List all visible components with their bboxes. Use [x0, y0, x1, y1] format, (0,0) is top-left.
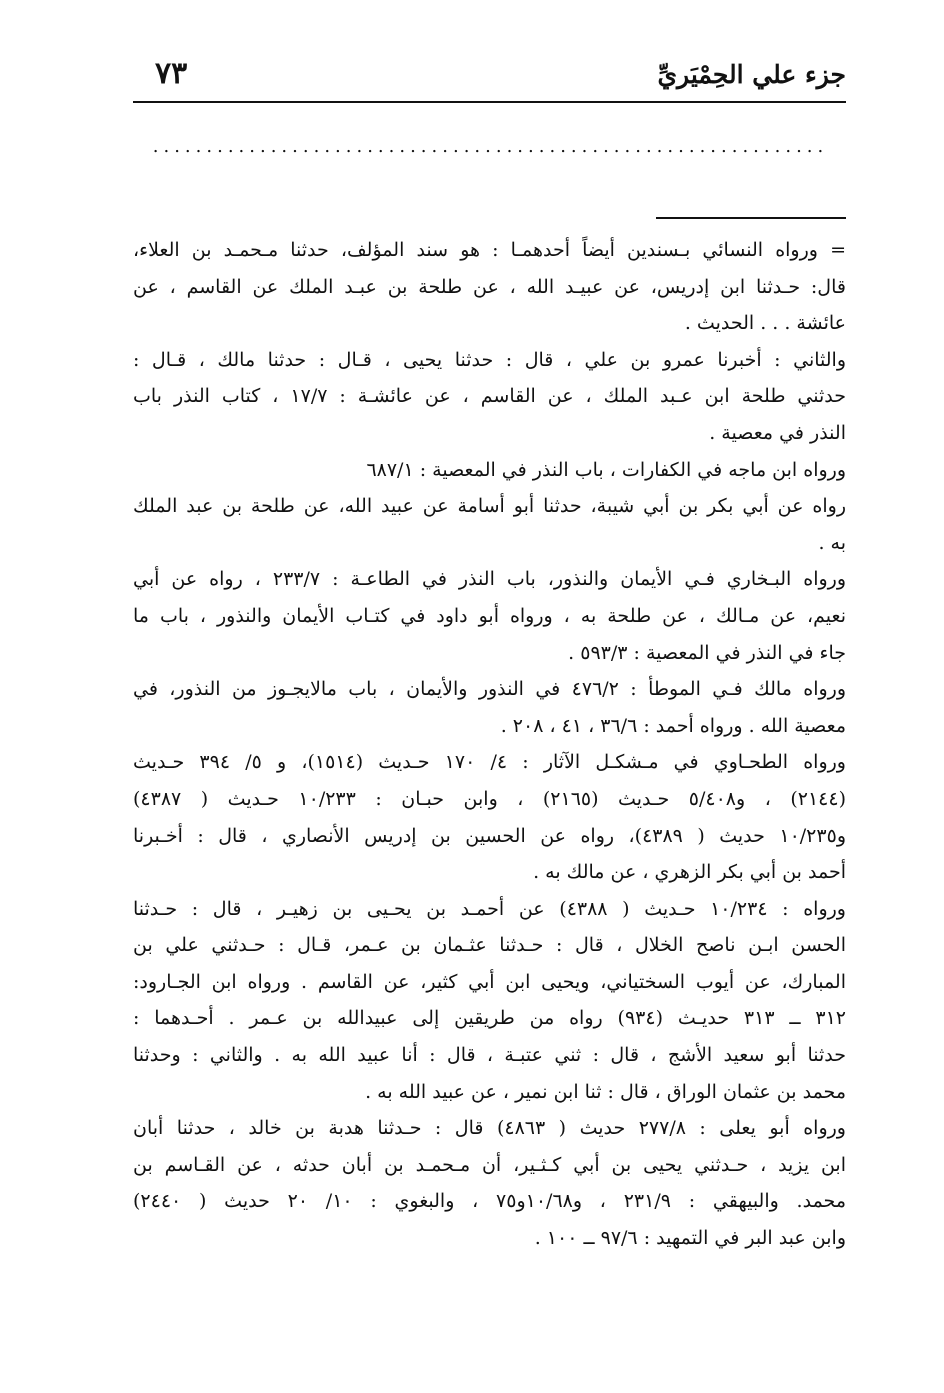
text-line: ورواه البـخاري فـي الأيمان والنذور، باب النذر في الطاعـة : ٢٣٣/٧ ، رواه عن أبي	[133, 568, 846, 591]
text-line: ٣١٢ ــ ٣١٣ حديـث (٩٣٤) رواه من طريقين إلى عبيدالله بن عـمر . أحـدهما :	[133, 1007, 846, 1030]
text-line: ورواه : ١٠/٢٣٤ حـديث ( ٤٣٨٨) عن أحمـد بن يحـيى بن زهيـر ، قال : حـدثنا	[133, 897, 846, 920]
text-line: و١٠/٢٣٥ حديث ( ٤٣٨٩)، رواه عن الحسين بن إدريس الأنصاري ، قال : أخـبرنا	[133, 824, 846, 847]
text-line: محمد. والبيهقي : ٢٣١/٩ ، و١٠/٦٨و٧٥ ، والبغوي : ١٠/ ٢٠ حديث ( ٢٤٤٠)	[133, 1190, 846, 1213]
text-line: أحمد بن أبي بكر الزهري ، عن مالك به .	[533, 861, 846, 884]
running-header	[133, 54, 846, 100]
text-line: نعيم، عن مـالك ، عن طلحة به ، ورواه أبو داود في كتـاب الأيمان والنذور ، باب ما	[133, 604, 846, 627]
text-line: المبارك، عن أيوب السختياني، ويحيى ابن أبي كثير، عن القاسم . ورواه ابن الجـارود:	[133, 970, 846, 993]
text-line: عائشة . . . الحديث .	[684, 312, 846, 335]
text-line: قال: حـدثنا ابن إدريس، عن عبيـد الله ، عن طلحة بن عبـد الملك عن القاسم ، عن	[133, 275, 846, 298]
text-line: محمد بن عثمان الوراق ، قال : ثنا ابن نمير ، عن عبيد الله به .	[365, 1080, 846, 1103]
text-line: حدثني طلحة ابن عـبد الملك ، عن القاسم ، عن عائشـة : ١٧/٧ ، كتاب النذر باب	[133, 385, 846, 408]
text-line: معصية الله . ورواه أحمد : ٣٦/٦ ، ٤١ ، ٢٠٨ .	[500, 714, 846, 737]
text-line: ابن يزيد ، حـدثني يحيى بن أبي كـثـير، أن مـحمـد بن أبان حدثه ، عن القـاسم بن	[133, 1153, 846, 1176]
text-line: ورواه الطحـاوي في مـشكـل الآثار : ٤/ ١٧٠ حـديث (١٥١٤)، و ٥/ ٣٩٤ حـديث	[133, 751, 846, 774]
text-line: الحسن ابـن ناصح الخلال ، قال : حـدثنا عثـمان بن عـمر، قـال : حـدثني علي بن	[133, 934, 846, 957]
text-line: والثاني : أخبرنا عمرو بن علي ، قال : حدثنا يحيى ، قـال : حدثنا مالك ، قـال :	[133, 348, 846, 371]
text-line: ورواه ابن ماجه في الكفارات ، باب النذر في المعصية : ٦٨٧/١	[366, 458, 846, 481]
header-rule	[133, 101, 846, 103]
footnote-rule	[656, 217, 846, 219]
text-line: ورواه أبو يعلى : ٢٧٧/٨ حديث ( ٤٨٦٣) قال : حـدثنا هدبة بن خالد ، حدثنا أبان	[133, 1117, 846, 1140]
text-line: = ورواه النسائي بـسندين أيضاً أحدهمـا : هو سند المؤلف، حدثنا مـحمـد بن العلاء،	[133, 239, 846, 261]
text-line: حدثنا أبو سعيد الأشج ، قال : ثني عتبـة ، قال : أنا عبيد الله به . والثاني : وحدثنا	[133, 1044, 846, 1067]
text-line: النذر في معصية .	[709, 421, 846, 444]
dotted-separator: ...............................................................	[152, 136, 829, 156]
text-line: وابن عبد البر في التمهيد : ٩٧/٦ ــ ١٠٠ .	[534, 1227, 846, 1250]
text-line: ورواه مالك فـي الموطأ : ٤٧٦/٢ في النذور والأيمان ، باب مالايجـوز من النذور، في	[133, 678, 846, 701]
text-line: جاء في النذر في المعصية : ٥٩٣/٣ .	[568, 641, 846, 664]
footnote-text	[133, 232, 846, 1257]
running-title: جزء علي الحِمْيَريِّ	[657, 60, 846, 89]
text-line: به .	[818, 531, 846, 554]
text-line: رواه عن أبي بكر بن أبي شيبة، حدثنا أبو أسامة عن عبيد الله، عن طلحة بن عبد الملك	[133, 495, 846, 518]
text-line: (٢١٤٤) ، و٥/٤٠٨ حـديث (٢١٦٥) ، وابن حبـان : ١٠/٢٣٣ حـديث ( ٤٣٨٧)	[133, 787, 846, 810]
page-number: ٧٣	[155, 56, 188, 91]
